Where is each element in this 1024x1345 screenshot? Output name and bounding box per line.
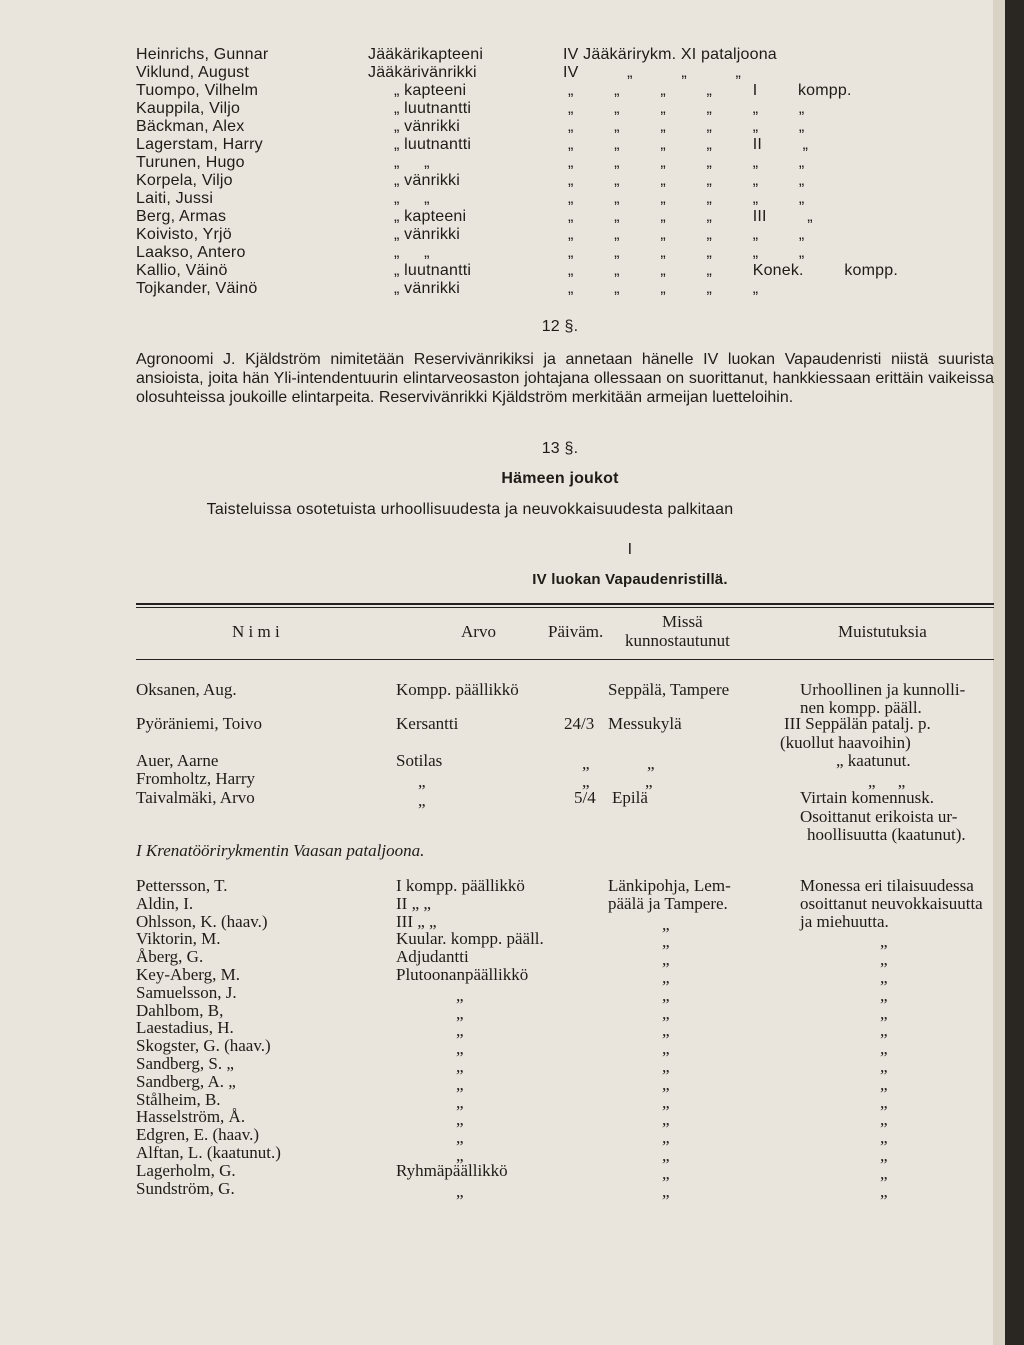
table-cell-date: 24/3 [564,714,595,733]
table-cell-rank: Kuular. kompp. pääll. [396,929,544,948]
table-cell-name: Aldin, I. [136,894,194,913]
table-cell-rank: III „ „ [396,912,437,931]
table-cell-name: Samuelsson, J. [136,983,237,1002]
table-cell-name: Skogster, G. (haav.) [136,1036,271,1055]
table-cell-remarks: (kuollut haavoihin) [780,733,911,752]
table-cell-remarks: „ [880,1093,888,1112]
table-cell-name: Edgren, E. (haav.) [136,1125,260,1144]
table-cell-rank: „ [418,772,426,791]
table-cell-place: „ [662,1164,670,1183]
roster-rank: „ luutnantti [394,100,472,117]
roster-rank: Jääkärikapteeni [368,46,484,63]
table-cell-place: „ [662,950,670,969]
table-cell-place: „ [662,1057,670,1076]
table-cell-rank: Kersantti [396,714,459,733]
table-cell-place: „ [662,1128,670,1147]
table-cell-rank: Plutoonanpäällikkö [396,965,529,984]
table-cell-name: Lagerholm, G. [136,1161,236,1180]
table-cell-rank: I kompp. päällikkö [396,876,525,895]
roster-unit: „ „ „ „ „ „ [568,226,805,243]
table-cell-place: „ [662,968,670,987]
table-cell-rank: „ [456,986,464,1005]
table-cell-rank: „ [456,1057,464,1076]
table-cell-name: Fromholtz, Harry [136,769,255,788]
table-cell-place: „ [662,1039,670,1058]
table-cell-rank: „ [456,1093,464,1112]
table-cell-name: Stålheim, B. [136,1090,221,1109]
table-cell-name: Ohlsson, K. (haav.) [136,912,268,931]
table-cell-place: „ [662,915,670,934]
table-cell-rank: „ [456,1146,464,1165]
table-cell-name: Laestadius, H. [136,1018,234,1037]
table-cell-remarks: „ [880,1021,888,1040]
award-title: IV luokan Vapaudenristillä. [532,571,728,588]
roster-rank: „ vänrikki [394,280,461,297]
table-cell-remarks: osoittanut neuvokkaisuutta [800,894,983,913]
table-cell-place: Seppälä, Tampere [608,680,730,699]
table-cell-place: „ [662,986,670,1005]
roster-rank: „ kapteeni [394,208,467,225]
table-cell-remarks: „ [880,1110,888,1129]
roster-rank: „ luutnantti [394,262,472,279]
table-cell-remarks: „ [880,1146,888,1165]
roster-name: Koivisto, Yrjö [136,226,232,243]
table-cell-place: „ [662,1146,670,1165]
table-cell-name: Sandberg, S. „ [136,1054,234,1073]
table-cell-remarks: Monessa eri tilaisuudessa [800,876,974,895]
table-cell-place: „ [662,1182,670,1201]
roster-rank: „ „ [394,190,430,207]
table-cell-place: „ [662,1004,670,1023]
table-cell-date: 5/4 [574,788,596,807]
table-cell-place: „ [662,1093,670,1112]
roster-rank: „ vänrikki [394,172,461,189]
table-cell-name: Sundström, G. [136,1179,235,1198]
page-edge [993,0,1005,1345]
table-cell-rank: Ryhmäpäällikkö [396,1161,508,1180]
table-cell-remarks: nen kompp. pääll. [800,698,922,717]
section-13-heading: 13 §. [541,440,579,457]
roster-name: Heinrichs, Gunnar [136,46,269,63]
table-cell-rank: „ [456,1075,464,1094]
table-cell-remarks: Virtain komennusk. [800,788,935,807]
roman-numeral: I [627,541,633,558]
table-cell-name: Dahlbom, B, [136,1001,224,1020]
table-cell-rank: „ [418,791,426,810]
table-cell-name: Auer, Aarne [136,751,219,770]
table-cell-remarks: „ [880,1039,888,1058]
table-cell-remarks: III Seppälän patalj. p. [784,714,931,733]
roster-name: Tuompo, Vilhelm [136,82,259,99]
table-cell-rank: „ [456,1021,464,1040]
roster-unit: „ „ „ „ Konek. kompp. [568,262,899,279]
roster-unit: „ „ „ „ „ „ [568,100,805,117]
table-cell-remarks: „ [880,968,888,987]
table-cell-remarks: Osoittanut erikoista ur- [800,807,958,826]
table-cell-rank: „ [456,1004,464,1023]
roster-unit: „ „ „ „ II „ [568,136,809,153]
table-cell-name: Pyöräniemi, Toivo [136,714,262,733]
header-rank: Arvo [461,622,496,641]
table-cell-place: päälä ja Tampere. [608,894,728,913]
roster-name: Tojkander, Väinö [136,280,258,297]
scan-border [1005,0,1024,1345]
roster-unit: „ „ „ „ „ [568,280,759,297]
table-cell-place: „ [647,754,655,773]
table-cell-rank: „ [456,1128,464,1147]
table-cell-remarks: „ [880,1057,888,1076]
table-cell-remarks: „ [880,1075,888,1094]
roster-unit: „ „ „ „ „ „ [568,244,805,261]
roster-name: Berg, Armas [136,208,227,225]
header-place-2: kunnostautunut [625,631,730,650]
roster-name: Kauppila, Viljo [136,100,241,117]
table-cell-remarks: „ [880,950,888,969]
table-cell-rank: Kompp. päällikkö [396,680,519,699]
table-cell-date: „ [582,754,590,773]
table-top-rule [136,603,994,605]
table-cell-place: „ [662,1110,670,1129]
roster-name: Lagerstam, Harry [136,136,263,153]
header-name: N i m i [232,622,280,641]
header-date: Päiväm. [548,622,604,641]
table-cell-name: Taivalmäki, Arvo [136,788,255,807]
roster-unit: „ „ „ „ „ „ [568,172,805,189]
table-cell-remarks: hoollisuutta (kaatunut). [807,825,966,844]
header-remarks: Muistutuksia [838,622,927,641]
table-cell-name: Viktorin, M. [136,929,221,948]
roster-name: Turunen, Hugo [136,154,245,171]
table-header-rule [136,659,994,660]
group-2-title: I Krenatöörirykmentin Vaasan pataljoona. [136,841,425,860]
table-cell-remarks: „ [880,986,888,1005]
section-12-text: Agronoomi J. Kjäldström nimitetään Reservivänrikiksi ja annetaan hänelle IV luokan Vapaudenristi niistä suurista ansioista, joita hän Yli-intendentuurin elintarveosaston johtajana ollessaan on suorittanut, hankkiessaan erittäin vaikeissa olosuhteissa joukoille elintarpeita. Reservivänrikki Kjäldström merkitään armeijan luetteloihin. [136,351,994,406]
roster-rank: „ luutnantti [394,136,472,153]
roster-unit: „ „ „ „ „ „ [568,118,805,135]
roster-unit: IV Jääkärirykm. XI pataljoona [563,46,777,63]
roster-name: Kallio, Väinö [136,262,228,279]
roster-name: Laiti, Jussi [136,190,214,207]
header-place-1: Missä [662,612,703,631]
table-cell-rank: „ [456,1182,464,1201]
roster-unit: „ „ „ „ „ „ [568,190,805,207]
table-cell-remarks: „ kaatunut. [836,751,911,770]
table-cell-place: Epilä [612,788,648,807]
section-13-intro: Taisteluissa osotetuista urhoollisuudesta ja neuvokkaisuudesta palkitaan [206,501,734,518]
roster-rank: „ „ [394,154,430,171]
table-cell-rank: Sotilas [396,751,443,770]
table-cell-remarks: „ [880,1004,888,1023]
table-cell-place: Messukylä [608,714,682,733]
table-cell-name: Key-Aberg, M. [136,965,241,984]
roster-rank: Jääkärivänrikki [368,64,477,81]
table-cell-rank: Adjudantti [396,947,469,966]
table-cell-place: „ [662,1021,670,1040]
roster-rank: „ vänrikki [394,226,461,243]
table-cell-name: Hasselström, Å. [136,1107,246,1126]
roster-rank: „ vänrikki [394,118,461,135]
table-cell-date: „ [582,772,590,791]
table-cell-remarks: Urhoollinen ja kunnolli- [800,680,966,699]
table-cell-remarks: „ [880,932,888,951]
roster-name: Viklund, August [136,64,250,81]
table-cell-rank: „ [456,1039,464,1058]
roster-name: Bäckman, Alex [136,118,245,135]
roster-name: Korpela, Viljo [136,172,233,189]
roster-rank: „ „ [394,244,430,261]
roster-unit: „ „ „ „ III „ [568,208,813,225]
table-top-rule-thin [136,607,994,608]
roster-rank: „ kapteeni [394,82,467,99]
table-cell-rank: II „ „ [396,894,431,913]
table-cell-place: Länkipohja, Lem- [608,876,731,895]
table-cell-remarks: „ [880,1182,888,1201]
roster-unit: „ „ „ „ I kompp. [568,82,852,99]
table-cell-remarks: „ „ [868,772,906,791]
roster-unit: „ „ „ „ „ „ [568,154,805,171]
table-cell-name: Alftan, L. (kaatunut.) [136,1143,281,1162]
table-cell-name: Oksanen, Aug. [136,680,237,699]
section-12-heading: 12 §. [541,318,579,335]
section-13-subheading: Hämeen joukot [501,470,619,487]
table-cell-place: „ [645,772,653,791]
table-cell-name: Sandberg, A. „ [136,1072,236,1091]
roster-unit: IV „ „ „ [563,64,742,81]
table-cell-name: Åberg, G. [136,947,204,966]
table-cell-name: Pettersson, T. [136,876,228,895]
table-cell-place: „ [662,1075,670,1094]
table-cell-remarks: ja miehuutta. [800,912,889,931]
table-cell-place: „ [662,932,670,951]
table-cell-remarks: „ [880,1128,888,1147]
roster-name: Laakso, Antero [136,244,246,261]
table-cell-rank: „ [456,1110,464,1129]
table-cell-remarks: „ [880,1164,888,1183]
